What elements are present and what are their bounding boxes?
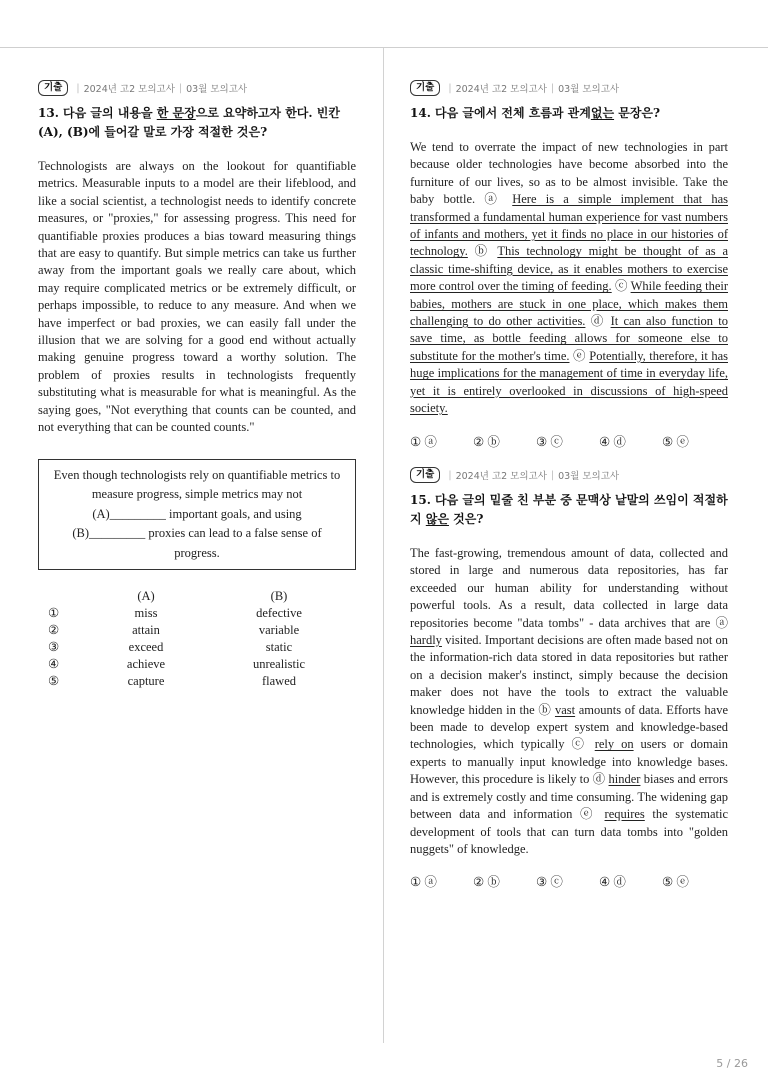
option-4[interactable]: ④ ⓓ (599, 875, 626, 890)
underlined-word-b: vast (554, 702, 576, 717)
question-13 (38, 80, 356, 690)
column-divider (383, 48, 384, 1043)
exam-year: 2024년 고2 모의고사 (83, 84, 175, 95)
question-title: 13. 다음 글의 내용을 한 문장으로 요약하고자 한다. 빈칸 (A), (B)에 들어갈 말로 가장 적절한 것은? (38, 106, 340, 139)
underlined-word-c: rely on (594, 737, 634, 752)
source-tag: 기출 | 2024년 고2 모의고사 | 03월 모의고사 (38, 80, 356, 96)
marker-a: ⓐ (484, 192, 503, 207)
option-4[interactable]: ④ ⓓ (599, 434, 626, 449)
underlined-word-e: requires (604, 807, 645, 822)
marker-d: ⓓ (590, 314, 606, 329)
source-tag: 기출 | 2024년 고2 모의고사 | 03월 모의고사 (410, 80, 728, 96)
answer-options (410, 432, 728, 450)
question-14 (410, 80, 728, 450)
option-2[interactable]: ② ⓑ (473, 434, 500, 449)
exam-badge: 기출 (38, 80, 68, 96)
question-15 (410, 467, 728, 890)
option-3[interactable]: ③ ⓒ (536, 875, 563, 890)
top-rule (0, 47, 768, 48)
choice-row[interactable]: ④ achieve unrealistic (48, 657, 306, 671)
marker-e: ⓔ (572, 348, 586, 363)
choices-header: (A) (B) (137, 589, 288, 603)
marker-a: ⓐ (715, 615, 728, 630)
question-title: 15. 다음 글의 밑줄 친 부분 중 문맥상 낱말의 쓰임이 적절하지 않은 것은? (410, 493, 728, 526)
answer-options (410, 872, 728, 890)
option-5[interactable]: ⑤ ⓔ (662, 434, 689, 449)
option-1[interactable]: ① ⓐ (410, 434, 437, 449)
exam-year: 2024년 고2 모의고사 (455, 84, 547, 95)
underlined-word-d: hinder (608, 772, 641, 787)
marker-b: ⓑ (538, 702, 552, 717)
choice-row[interactable]: ② attain variable (48, 623, 300, 637)
exam-month: 03월 모의고사 (558, 84, 620, 95)
source-tag: 기출 | 2024년 고2 모의고사 | 03월 모의고사 (410, 467, 728, 483)
question-title: 14. 다음 글에서 전체 흐름과 관계없는 문장은? (410, 106, 661, 120)
passage: Technologists are always on the lookout for quantifiable metrics. Measurable inputs to a model are their lifeblood, and like a social scientist, a technologist needs to identify concrete measures, or "proxies," for assessing progress. This need for quantifiable proxies produces a bias toward measuring things that are easy to quantify. But simple metrics can take us further away from the important goals we really care about, which may require complicated metrics or be extremely difficult, or perhaps impossible, to reduce to any measure. And when we have imperfect or bad proxies, we can easily fall under the illusion that we are solving for a good end without actually making genuine progress toward a worthy solution. The problem of proxies results in technologists frequently substituting what is measurable for what is meaningful. As the saying goes, "Not everything that counts can be counted, and not everything that can be counted counts." (38, 159, 356, 435)
exam-month: 03월 모의고사 (186, 84, 248, 95)
choice-row[interactable]: ③ exceed static (48, 640, 293, 654)
underlined-word-a: hardly (410, 633, 442, 648)
passage: The fast-growing, tremendous amount of data, collected and stored in large and numerous data repositories, has far exceeded our human ability for understanding without powerful tools. As a result, data collected in large data repositories become "data tombs" - data archives that are ⓐ hardly visited. Important decisions are often made based not on the information-rich data stored in data repositories but rather on a decision maker's instinct, simply because the decision maker does not have the tools to extract the valuable knowledge hidden in the ⓑ vast amounts of data. Efforts have been made to develop expert system and knowledge-based technologies, which typically ⓒ rely on users or domain experts to manually input knowledge into knowledge bases. However, this procedure is likely to ⓓ hinder biases and errors and is extremely costly and time consuming. The widening gap between data and information ⓔ requires the systematic development of tools that can turn data tombs into "golden nuggets" of knowledge. (410, 546, 729, 856)
exam-badge: 기출 (410, 467, 440, 483)
option-2[interactable]: ② ⓑ (473, 875, 500, 890)
option-3[interactable]: ③ ⓒ (536, 434, 563, 449)
marker-b: ⓑ (474, 244, 491, 259)
option-1[interactable]: ① ⓐ (410, 875, 437, 890)
choice-row[interactable]: ① miss defective (48, 606, 302, 620)
marker-c: ⓒ (614, 279, 628, 294)
passage: We tend to overrate the impact of new technologies in part because older technologies have become absorbed into the furniture of our lives, so as to be almost invisible. Take the baby bottle. ⓐ Here is a simple implement that has transformed a fundamental human experience for vast numbers of infants and mothers, yet it finds no place in our histories of technology. ⓑ This technology might be thought of as a classic time-shifting device, as it enables mothers to exercise more control over the timing of feeding. ⓒ While feeding their babies, mothers are stuck in one place, which makes them challenging to do other activities. ⓓ It can also function to save time, as bottle feeding allows for someone else to substitute for the mother's time. ⓔ Potentially, therefore, it has huge implications for the management of time in everyday life, yet it is entirely overlooked in discussions of high-speed society. (410, 140, 729, 416)
answer-choices (38, 588, 356, 690)
marker-e: ⓔ (579, 807, 597, 822)
summary-box: Even though technologists rely on quantifiable metrics to measure progress, simple metrics may not (A)_________ important goals, and using (B)_________ proxies can lead to a false sense of progress. (38, 459, 356, 571)
exam-month: 03월 모의고사 (558, 471, 620, 482)
option-5[interactable]: ⑤ ⓔ (662, 875, 689, 890)
exam-year: 2024년 고2 모의고사 (455, 471, 547, 482)
marker-d: ⓓ (592, 772, 606, 787)
choice-row[interactable]: ⑤ capture flawed (48, 674, 296, 688)
page-number: 5 / 26 (716, 1057, 748, 1070)
marker-c: ⓒ (571, 737, 588, 752)
exam-badge: 기출 (410, 80, 440, 96)
